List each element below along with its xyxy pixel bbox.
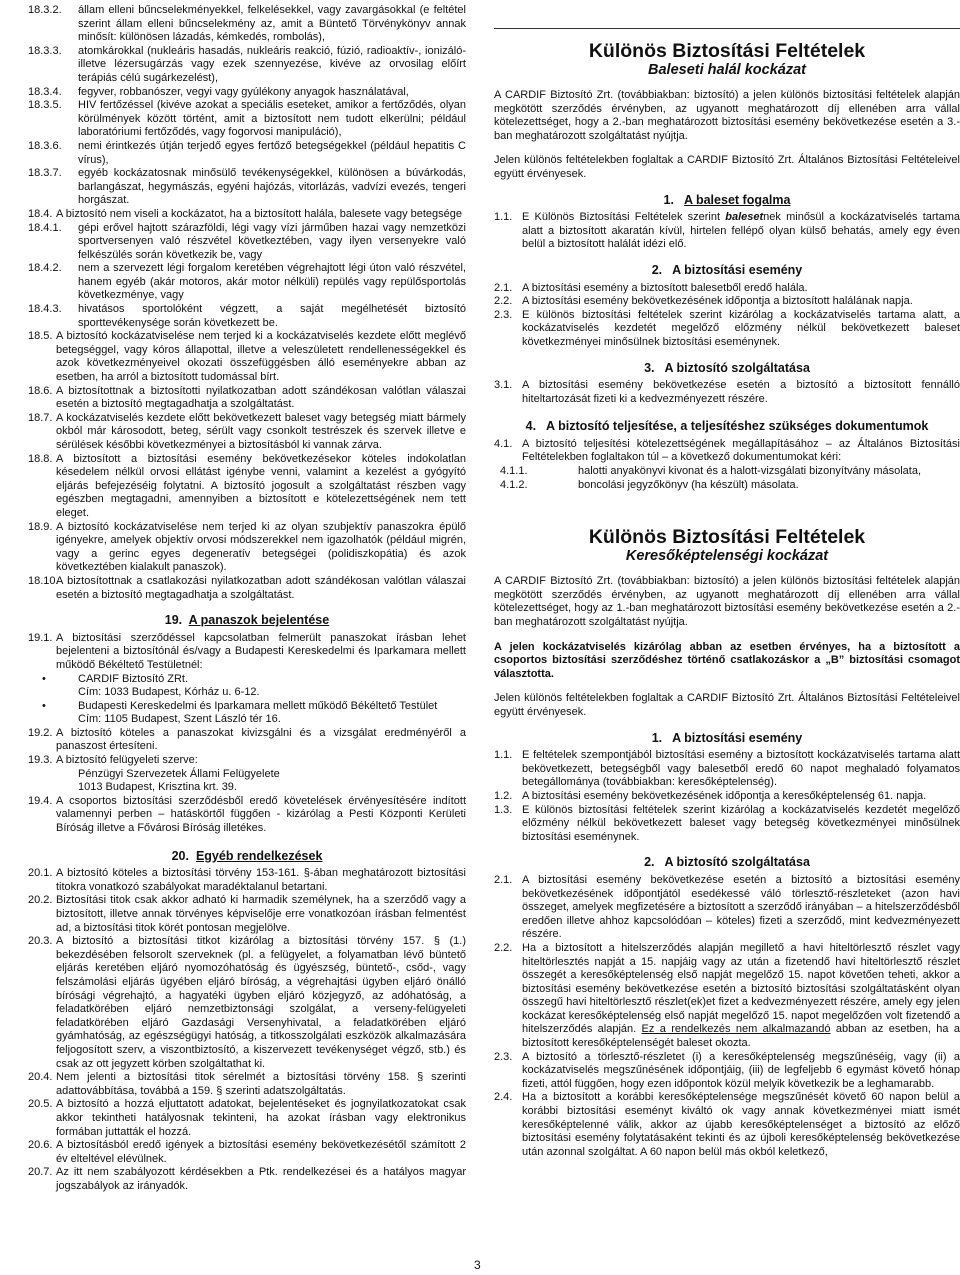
clause-18-item	[28, 330, 466, 384]
block2-clause-1-item	[494, 804, 960, 845]
clause-18-4: 18.4. A biztosító nem viseli a kockázatot, ha a biztosított halála, balesete vagy betegsége	[28, 207, 463, 220]
clause-number: 18.4.3.	[28, 303, 62, 316]
clause-18-3-item	[28, 4, 466, 45]
clause-18-4-item	[28, 262, 466, 303]
clause-18-3-item	[28, 99, 466, 140]
clause-18-item	[28, 412, 466, 453]
clause-text: Biztosítási titok csak akkor adható ki harmadik személynek, ha a szerződő vagy a biztosított, illetve annak törvényes képviselője erre vonatkozóan írásban felmentést ad, a biztosítási titok körét pontosan megjelölve.	[56, 894, 466, 934]
block1-list-2	[494, 282, 960, 350]
block1-clause-3-1: 3.1. A biztosítási esemény bekövetkezése esetén a biztosító a biztosított fennálló hiteltartozását fizeti ki a kedvezményezett részére.	[494, 379, 960, 405]
clause-text: Az itt nem szabályozott kérdésekben a Ptk. rendelkezései és a hatályos magyar jogszabályok az irányadók.	[56, 1166, 466, 1192]
block1-clause-2-item	[494, 282, 960, 296]
clause-text: A biztosított a biztosítási esemény bekövetkezésekor köteles indokolatlan késedelem nélkül orvosi ellátást igénybe venni, valamint a kezelést a gyógyító eljárás befejezéséig folytatni. A biztosító jogosult a szolgáltatást részben vagy egészben megtagadni, amennyiben a biztosított e kötelezettségének nem tett eleget.	[56, 452, 466, 519]
block2-sec2-heading: 2. A biztosító szolgáltatása	[644, 855, 810, 870]
clause-number: 20.4.	[28, 1071, 53, 1084]
block1-clause-4-1: 4.1. A biztosító teljesítési kötelezettségének megállapításához – az Általános Biztosítási Feltételekben foglaltakon túl – a következő dokumentumokat kéri:	[494, 437, 960, 464]
clause-number: 2.3.	[494, 308, 513, 321]
block2-list-1	[494, 749, 960, 844]
clause-text: A biztosítási esemény a biztosított balesetből eredő halála.	[522, 281, 808, 294]
clause-text: A biztosítottnak a csatlakozási nyilatkozatban adott szándékosan valótlan válaszai esetén a biztosító megtagadhatja a szolgáltatást.	[56, 574, 466, 601]
clause-number: 18.9.	[28, 520, 53, 533]
clause-number: 4.1.2.	[500, 478, 528, 491]
section-19-heading: 19. A panaszok bejelentése	[164, 613, 330, 628]
clause-text: boncolási jegyzőkönyv (ha készült) másolata.	[578, 478, 799, 491]
clause-number: 18.7.	[28, 411, 53, 424]
clause-number: 4.1.1.	[500, 465, 528, 478]
right-column	[494, 40, 960, 1159]
block2-clause: 2.2. Ha a biztosított a hitelszerződés alapján megillető a havi hiteltörlesztő részlet vagy hiteltörlesztés napját a 15. napjáig vagy az után a fizetendő havi hiteltörlesztő részlet összegét a keresőképtelenség első napját megelőző 15. napot követően teheti, akkor a biztosítási esemény bekövetkezése esetén a biztosító biztosítási szolgáltatásként olyan összegű havi hiteltörlesztő részlet(ek)et fizet a kedvezményezett részére, amely egy jelen kockázat keresőképtelenség első napját megelőző 15. napot megelőzően volt fizetendő a hitelszerződés alapján. Ez a rendelkezés nem alkalmazandó abban az esetben, ha a biztosított keresőképtelenségét baleset okozta.	[494, 941, 960, 1050]
block1-title: Különös Biztosítási Feltételek	[588, 40, 866, 62]
list-18-4	[28, 222, 466, 331]
page-number: 3	[474, 1258, 481, 1272]
clause-number: 2.1.	[494, 281, 513, 294]
block2-clause: 2.4. Ha a biztosított a korábbi keresőképtelensége megszűnését követő 60 napon belül a korábbi biztosítási eseményt kiváltó ok vagy annak következményei miatt ismét keresőképtelenné válik, akkor az újabb keresőképtelenséget a biztosító az előző biztosítási esemény folytatásaként tekinti és az újboli keresőképtelenség bekövetkezése után azonnal szolgáltat. A 60 napon belül más okból keletkező,	[494, 1091, 960, 1158]
block2-intro: A CARDIF Biztosító Zrt. (továbbiakban: biztosító) a jelen különös biztosítási feltételek alapján megkötött szerződés érvényben, az ugyanott meghatározott díj ellenében arra vállal kötelezettséget, hogy az 1.-ban meghatározott biztosítási esemény bekövetkezése esetén a 2.-ban meghatározott szolgáltatást nyújtja.	[494, 575, 960, 629]
clause-text: A biztosító a biztosítási titkot kizárólag a biztosítási törvény 157. § (1.) bekezdésében felsorolt szerveknek (pl. a felügyelet, a folyamatban lévő büntető eljárás keretében eljáró nyomozóhatóság és ügyészség, büntető-, csőd-, vagy felszámolási eljárás ügyében eljáró bíróság, a végrehajtási ügyben eljáró önálló bírósági végrehajtó, a hagyatéki ügyben eljáró közjegyző, az adóhatóság, a feladatkörében eljáró nemzetbiztonsági szolgálat, a verseny-felügyeleti feladatkörében eljáró Gazdasági Versenyhivatal, a feladatkörében eljáró gyámhatóság, az egészségügyi hatóság, a titkosszolgálati eszközök alkalmazására feljogosított szerv, a viszontbiztosító, a kiszervezett tevékenységet végző, stb.) és csak az ott jegyzett körben szolgáltathat ki.	[56, 935, 466, 1070]
block2-clause: 2.3. A biztosító a törlesztő-részletet (i) a keresőképtelenség megszűnéséig, vagy (ii) a kockázatviselés megszűnésének időpontjáig, (iii) de legfeljebb 6 egymást követő hónap fizeti, attól függően, hogy ezen időpontok közül melyik következik be a leghamarabb.	[494, 1050, 960, 1090]
list-20	[28, 867, 466, 1193]
clause-number: 20.5.	[28, 1098, 53, 1111]
clause-number: 18.3.6.	[28, 139, 62, 152]
list-18-x	[28, 330, 466, 602]
clause-20-item	[28, 867, 466, 894]
clause-number: 18.4.1.	[28, 221, 62, 234]
clause-number: 2.2.	[494, 295, 513, 308]
clause-text: A biztosítási esemény bekövetkezésének időpontja a biztosított halálának napja.	[522, 295, 913, 308]
clause-text: E feltételek szempontjából biztosítási esemény a biztosított kockázatviselés tartama alatt bekövetkezett, betegségből vagy balesetből eredő 60 napot meghaladó folyamatos betegállománya (továbbiakban: keresőképtelenség).	[522, 749, 960, 789]
clause-19-2: 19.2. A biztosító köteles a panaszokat kivizsgálni és a vizsgálat eredményéről a panaszost értesíteni.	[28, 726, 466, 753]
block2-list-2	[494, 874, 960, 1159]
clause-20-item	[28, 1098, 466, 1139]
section-20-heading: 20. Egyéb rendelkezések	[171, 848, 323, 863]
clause-number: 18.3.4.	[28, 85, 62, 98]
clause-number: 20.3.	[28, 935, 53, 948]
block2-intro2: Jelen különös feltételekben foglaltak a CARDIF Biztosító Zrt. Általános Biztosítási Feltételeivel együtt érvényesek.	[494, 692, 960, 718]
clause-19-3: 19.3. A biztosító felügyeleti szerve:	[28, 754, 198, 767]
clause-20-item	[28, 935, 466, 1071]
clause-18-item	[28, 521, 466, 575]
clause-text: A biztosító kockázatviselése nem terjed ki a kockázatviselés kezdete előtt meglévő betegséggel, vagy kóros állapottal, illetve a veleszületett rendellenességekkel és azok következményeivel okozati összefüggésben álló eseményekre abban az esetben, ha arról a biztosított tudomással bírt.	[56, 330, 466, 384]
clause-number: 20.1.	[28, 867, 53, 880]
header-rule	[494, 28, 960, 29]
left-column	[28, 4, 466, 1193]
complaint-bullet-2: • Budapesti Kereskedelmi és Iparkamara mellett működő Békéltető Testület Cím: 1105 Budapest, Szent László tér 16.	[28, 700, 466, 727]
list-18-3	[28, 4, 466, 208]
clause-text: A biztosítási esemény bekövetkezésének időpontja a keresőképtelenség 61. napja.	[522, 789, 927, 802]
clause-text: atomkárokkal (nukleáris hasadás, nukleáris reakció, fúzió, radioaktív-, ionizáló- illetve lézersugárzás vagy ezek szennyezése, kivéve az orvosilag előírt terápiás célú sugárkezelést),	[78, 44, 466, 84]
clause-number: 18.3.7.	[28, 167, 62, 180]
block1-intro: A CARDIF Biztosító Zrt. (továbbiakban: biztosító) a jelen különös biztosítási feltételek alapján megkötött szerződés érvényben, az ugyanott meghatározott díj ellenében arra vállal kötelezettséget, hogy a 2.-ban meghatározott biztosítási esemény bekövetkezése esetén a 3.-ban meghatározott szolgáltatást nyújtja.	[494, 89, 960, 142]
clause-text: A biztosító kockázatviselése nem terjed ki az olyan szubjektív panaszokra épülő igényekre, amelyek objektív orvosi módszerekkel nem igazolhatók (például migrén, vagy a gerinc egyes degeneratív betegségei (polidiszkopátia) és azok következtében kialakult panaszok).	[56, 520, 466, 574]
block1-clause-2-item	[494, 295, 960, 309]
clause-20-item	[28, 1139, 466, 1166]
clause-number: 20.2.	[28, 894, 53, 907]
block2-subtitle: Keresőképtelenségi kockázat	[625, 548, 829, 565]
clause-text: A biztosító köteles a biztosítási törvény 153-161. §-ában meghatározott biztosítási titokra vonatkozó szabályokat maradéktalanul betartani.	[56, 867, 466, 893]
block1-clause-4-item	[494, 479, 960, 493]
clause-18-3-item	[28, 45, 466, 86]
block1-sec3-heading: 3. A biztosító szolgáltatása	[644, 360, 810, 375]
clause-18-4-item	[28, 222, 466, 263]
clause-18-3-item	[28, 86, 466, 100]
clause-text: E különös biztosítási feltételek szerint kizárólag a kockázatviselés kezdetét megelőző előzmény nélkül bekövetkezett baleset vagy betegség következményei minősülnek biztosítási eseménynek.	[522, 803, 960, 843]
block1-list-4	[494, 465, 960, 492]
block1-sec2-heading: 2. A biztosítási esemény	[651, 262, 803, 277]
clause-20-item	[28, 1071, 466, 1098]
clause-number: 18.5.	[28, 330, 53, 343]
clause-number: 18.3.2.	[28, 4, 62, 16]
clause-18-item	[28, 453, 466, 521]
clause-number: 1.1.	[494, 749, 513, 762]
block1-sec1-heading: 1. A baleset fogalma	[663, 192, 791, 207]
block2-clause: 2.1. A biztosítási esemény bekövetkezése esetén a biztosító a biztosítási esemény bekövetkezésének időpontjától esedékessé váló törlesztő-részleteket (azon havi összeget, amelyek megfizetésére a biztosított a szerződő irányában – a hitelszerződésből eredően illetve ahhoz kapcsolódóan – köteles) fizeti a szerződő, mint kedvezményezett részére.	[494, 873, 960, 941]
block1-sec4-heading: 4. A biztosító teljesítése, a teljesítéshez szükséges dokumentumok	[525, 419, 929, 434]
supervisor-address: Pénzügyi Szervezetek Állami Felügyelete 1013 Budapest, Krisztina krt. 39.	[78, 767, 280, 794]
clause-19-4: 19.4. A csoportos biztosítási szerződésből eredő követelések érvényesítésére indított valamennyi perben – hatáskörtől függően - kizárólag a Pesti Központi Kerületi Bíróság illetve a Fővárosi Bíróság illetékes.	[28, 794, 466, 835]
clause-number: 18.8.	[28, 452, 53, 465]
block2-clause-1-item	[494, 790, 960, 804]
clause-text: A biztosítottnak a biztosítotti nyilatkozatban adott szándékosan valótlan válaszai esetén a biztosító megtagadhatja a szolgáltatást.	[56, 384, 466, 411]
clause-text: A biztosításból eredő igények a biztosítási esemény bekövetkezésétől számított 2 év elteltével elévülnek.	[56, 1139, 466, 1165]
clause-number: 18.3.3.	[28, 44, 62, 57]
clause-text: A biztosító a hozzá eljuttatott adatokat, bejelentéseket és jognyilatkozatokat csak akkor tekintheti hatályosnak tekinteni, ha azokat írásban vagy elektronikus formában juttatták el hozzá.	[56, 1098, 466, 1138]
clause-18-3-item	[28, 140, 466, 167]
clause-text: egyéb kockázatosnak minősülő tevékenységekkel, különösen a búvárkodás, barlangászat, hegymászás, egyéni hajózás, vitorlázás, vadvízi evezés, tengeri horgászat.	[78, 167, 466, 207]
clause-text: halotti anyakönyvi kivonat és a halott-vizsgálati bizonyítvány másolata,	[578, 465, 922, 478]
clause-number: 1.2.	[494, 789, 513, 802]
clause-text: fegyver, robbanószer, vegyi vagy gyúlékony anyagok használatával,	[78, 85, 409, 98]
clause-18-item	[28, 385, 466, 412]
clause-20-item	[28, 1166, 466, 1193]
clause-18-item	[28, 575, 466, 602]
clause-text: A kockázatviselés kezdete előtt bekövetkezett baleset vagy betegség miatt bármely okból már károsodott, beteg, sérült vagy csonkolt testrészek és szervek illetve e sérülések későbbi következményei a biztosításból ki vannak zárva.	[56, 411, 466, 451]
clause-text: E különös biztosítási feltételek szerint kizárólag a kockázatviselés tartama alatt, a kockázatviselés kezdetét megelőző előzmény nélkül bekövetkezett baleset következményei minősülnek biztosítási eseménynek.	[522, 308, 960, 348]
clause-number: 18.10.	[28, 574, 59, 587]
block1-subtitle: Baleseti halál kockázat	[648, 62, 806, 78]
clause-18-4-item	[28, 303, 466, 330]
block1-clause-2-item	[494, 309, 960, 350]
clause-text: hivatásos sportolóként végzett, a saját megélhetését biztosító sporttevékenysége során következett be.	[78, 303, 466, 329]
clause-text: gépi erővel hajtott szárazföldi, légi vagy vízi járműben hazai vagy nemzetközi sportversenyen való részvétel következtében, vagy ilyen versenyekre való felkészülés során következik be, vagy	[78, 221, 466, 261]
clause-number: 18.6.	[28, 384, 53, 397]
block2-bold-notice: A jelen kockázatviselés kizárólag abban az esetben érvényes, ha a biztosított a csoportos biztosítási szerződéshez történő csatlakozáskor a „B” biztosítási csomagot választotta.	[494, 640, 960, 680]
clause-number: 18.4.2.	[28, 262, 62, 275]
block2-clause-1-item	[494, 749, 960, 790]
clause-number: 20.7.	[28, 1166, 53, 1179]
clause-text: nem a szervezett légi forgalom keretében végrehajtott légi úton való részvétel, hanem egyéb (akár motoros, akár motor nélküli) repülés vagy repülősportolás következménye, vagy	[78, 262, 466, 302]
block1-clause-1-1: 1.1. E Különös Biztosítási Feltételek szerint balesetnek minősül a kockázatviselés tartama alatt a biztosított akaratán kívül, hirtelen fellépő olyan külső behatás, amely egy éven belül a biztosított halálát idézi elő.	[494, 211, 960, 251]
block2-title: Különös Biztosítási Feltételek	[588, 526, 866, 549]
clause-number: 18.3.5.	[28, 99, 62, 112]
clause-text: nemi érintkezés útján terjedő egyes fertőző betegségekkel (például hepatitis C vírus),	[78, 139, 466, 166]
clause-text: állam elleni bűncselekményekkel, felkelésekkel, vagy zavargásokkal (e feltétel szerint állam elleni bűncselekmény az, amit a Büntető Törvénykönyv annak minősít: különösen lázadás, kémkedés, rombolás),	[78, 4, 466, 44]
clause-text: Nem jelenti a biztosítási titok sérelmét a biztosítási törvény 158. § szerinti adattovábbítása, továbbá a 159. § szerinti adatszolgáltatás.	[56, 1071, 466, 1097]
complaint-bullet-1: • CARDIF Biztosító ZRt. Cím: 1033 Budapest, Kórház u. 6-12.	[28, 673, 466, 700]
clause-18-3-item	[28, 167, 466, 208]
clause-text: HIV fertőzéssel (kivéve azokat a speciális eseteket, amikor a fertőződés, olyan körülmények között történt, amit a biztosított nem tudott elkerülni; például laboratóriumi fertőződés, vagy fogorvosi manipuláció),	[78, 99, 466, 139]
clause-number: 1.3.	[494, 803, 513, 816]
clause-19-1: 19.1. A biztosítási szerződéssel kapcsolatban felmerült panaszokat írásban lehet bejelenteni a biztosítónál és/vagy a Budapesti Kereskedelmi és Iparkamara mellett működő Békéltető Testületnél:	[28, 631, 466, 671]
block1-intro2: Jelen különös feltételekben foglaltak a CARDIF Biztosító Zrt. Általános Biztosítási Feltételeivel együtt érvényesek.	[494, 154, 960, 180]
clause-20-item	[28, 894, 466, 935]
block1-clause-4-item	[494, 465, 960, 479]
block2-sec1-heading: 1. A biztosítási esemény	[651, 730, 803, 745]
clause-number: 20.6.	[28, 1139, 53, 1152]
